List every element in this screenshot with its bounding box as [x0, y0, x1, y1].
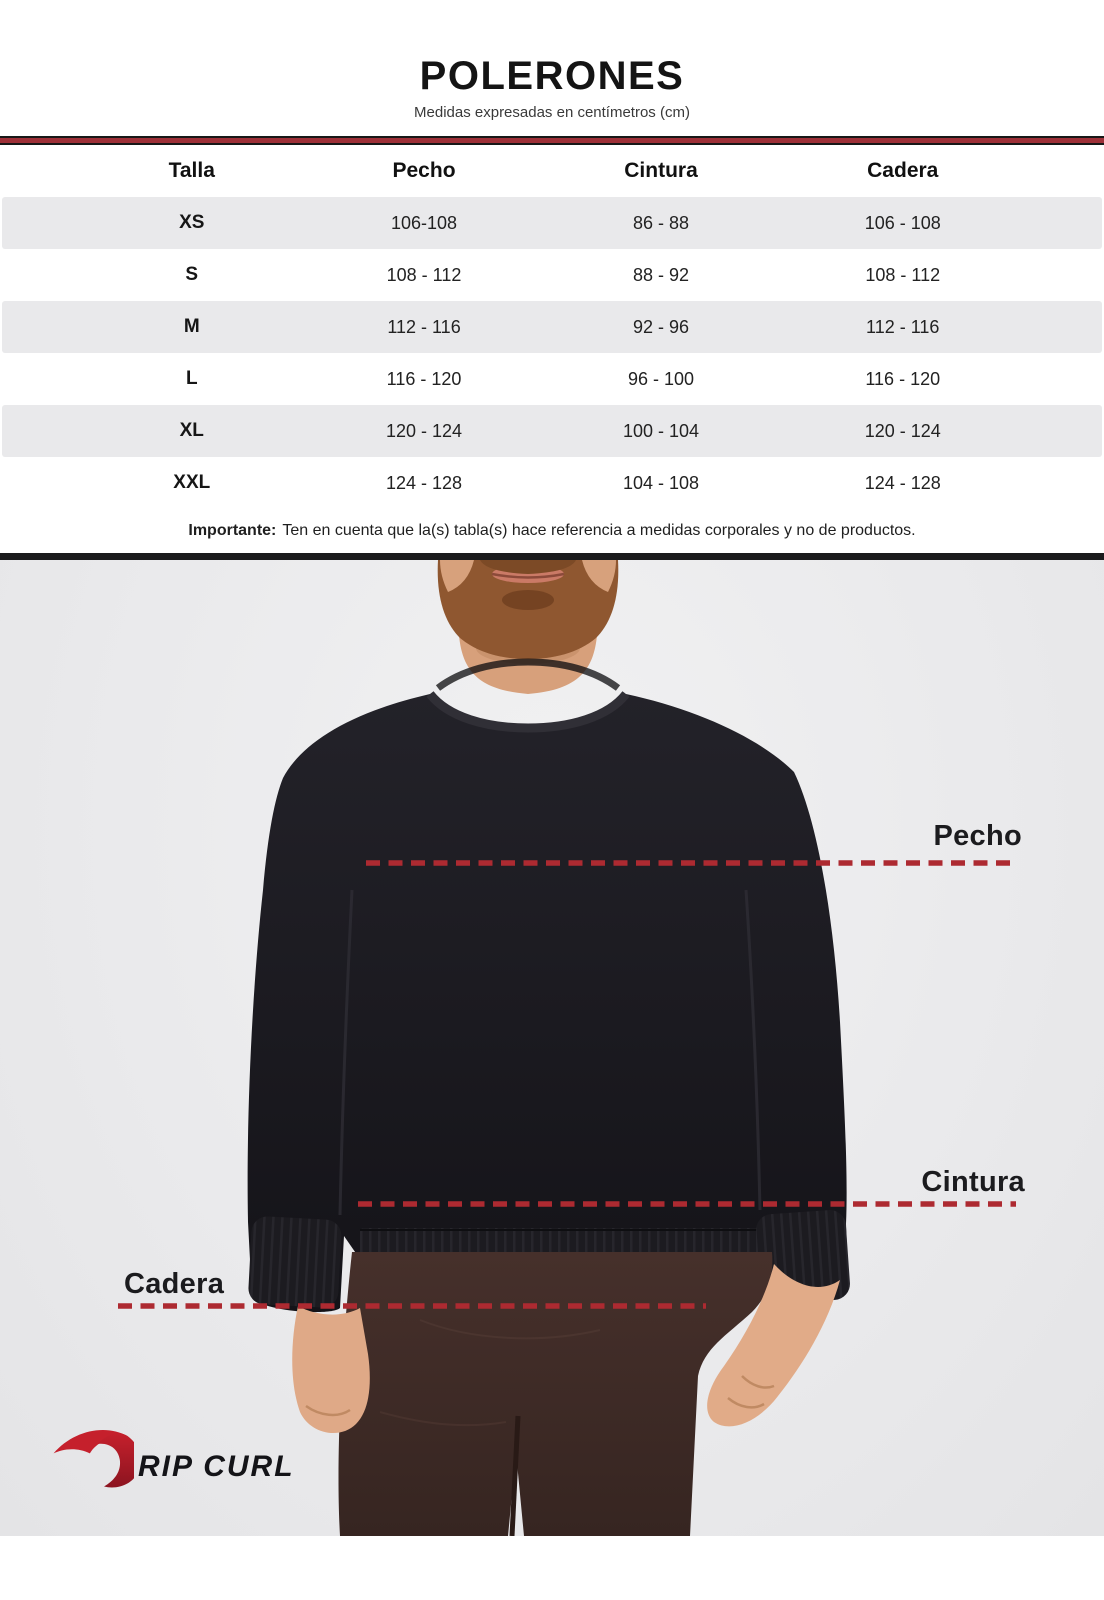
cell-size: M	[183, 316, 200, 337]
cell-cintura: 86 - 88	[632, 212, 690, 233]
cell-pecho: 124 - 128	[385, 472, 463, 493]
note-text: Ten en cuenta que la(s) tabla(s) hace referencia a medidas corporales y no de productos.	[282, 522, 916, 539]
table-row-l	[0, 353, 1104, 405]
cell-cadera: 112 - 116	[866, 316, 940, 337]
measure-label-cadera: Cadera	[124, 1268, 225, 1300]
cell-cintura: 88 - 92	[632, 264, 690, 285]
cell-cadera: 124 - 128	[864, 472, 941, 493]
model-illustration	[0, 560, 1104, 1536]
cell-pecho: 120 - 124	[385, 420, 463, 441]
table-row-s	[0, 249, 1104, 301]
column-header-cadera: Cadera	[867, 159, 939, 182]
divider-rule	[0, 136, 1104, 145]
table-row-xs	[2, 197, 1102, 249]
cell-cintura: 104 - 108	[622, 472, 700, 493]
cell-size: XXL	[173, 472, 211, 493]
cell-cadera: 106 - 108	[864, 212, 941, 233]
cell-cadera: 116 - 120	[865, 368, 941, 389]
cell-size: S	[185, 264, 199, 285]
model-sweatshirt	[248, 662, 851, 1312]
cell-size: XS	[179, 212, 205, 233]
cell-cadera: 120 - 124	[864, 420, 941, 441]
measure-label-pecho: Pecho	[933, 820, 1022, 852]
table-header-row	[0, 145, 1104, 197]
column-header-cintura: Cintura	[624, 159, 698, 182]
cell-pecho: 108 - 112	[386, 264, 462, 285]
cell-size: L	[185, 368, 198, 389]
cell-cintura: 92 - 96	[632, 316, 690, 337]
bottom-margin	[0, 1536, 1104, 1591]
size-table	[0, 145, 1104, 509]
table-row-xxl	[0, 457, 1104, 509]
page-title: POLERONES	[419, 54, 685, 98]
page-subtitle: Medidas expresadas en centímetros (cm)	[414, 104, 690, 121]
important-note	[0, 509, 1104, 553]
cell-cadera: 108 - 112	[865, 264, 941, 285]
table-row-xl	[2, 405, 1102, 457]
brand-logo	[52, 1418, 295, 1492]
cell-pecho: 112 - 116	[387, 316, 461, 337]
measure-label-cintura: Cintura	[921, 1166, 1025, 1198]
cell-pecho: 116 - 120	[386, 368, 462, 389]
cell-cintura: 96 - 100	[627, 368, 695, 389]
note-label: Importante:	[188, 522, 277, 539]
column-header-pecho: Pecho	[392, 159, 456, 182]
column-header-talla: Talla	[168, 159, 215, 182]
model-pants	[339, 1252, 773, 1536]
cell-cintura: 100 - 104	[622, 420, 700, 441]
model-photo	[0, 553, 1104, 1536]
brand-name: RIP CURL	[138, 1450, 295, 1483]
table-row-m	[2, 301, 1102, 353]
cell-size: XL	[179, 420, 204, 441]
cell-pecho: 106-108	[390, 212, 458, 233]
ripcurl-wave-icon	[52, 1418, 134, 1492]
sweatshirt-cuff-left	[248, 1216, 342, 1309]
